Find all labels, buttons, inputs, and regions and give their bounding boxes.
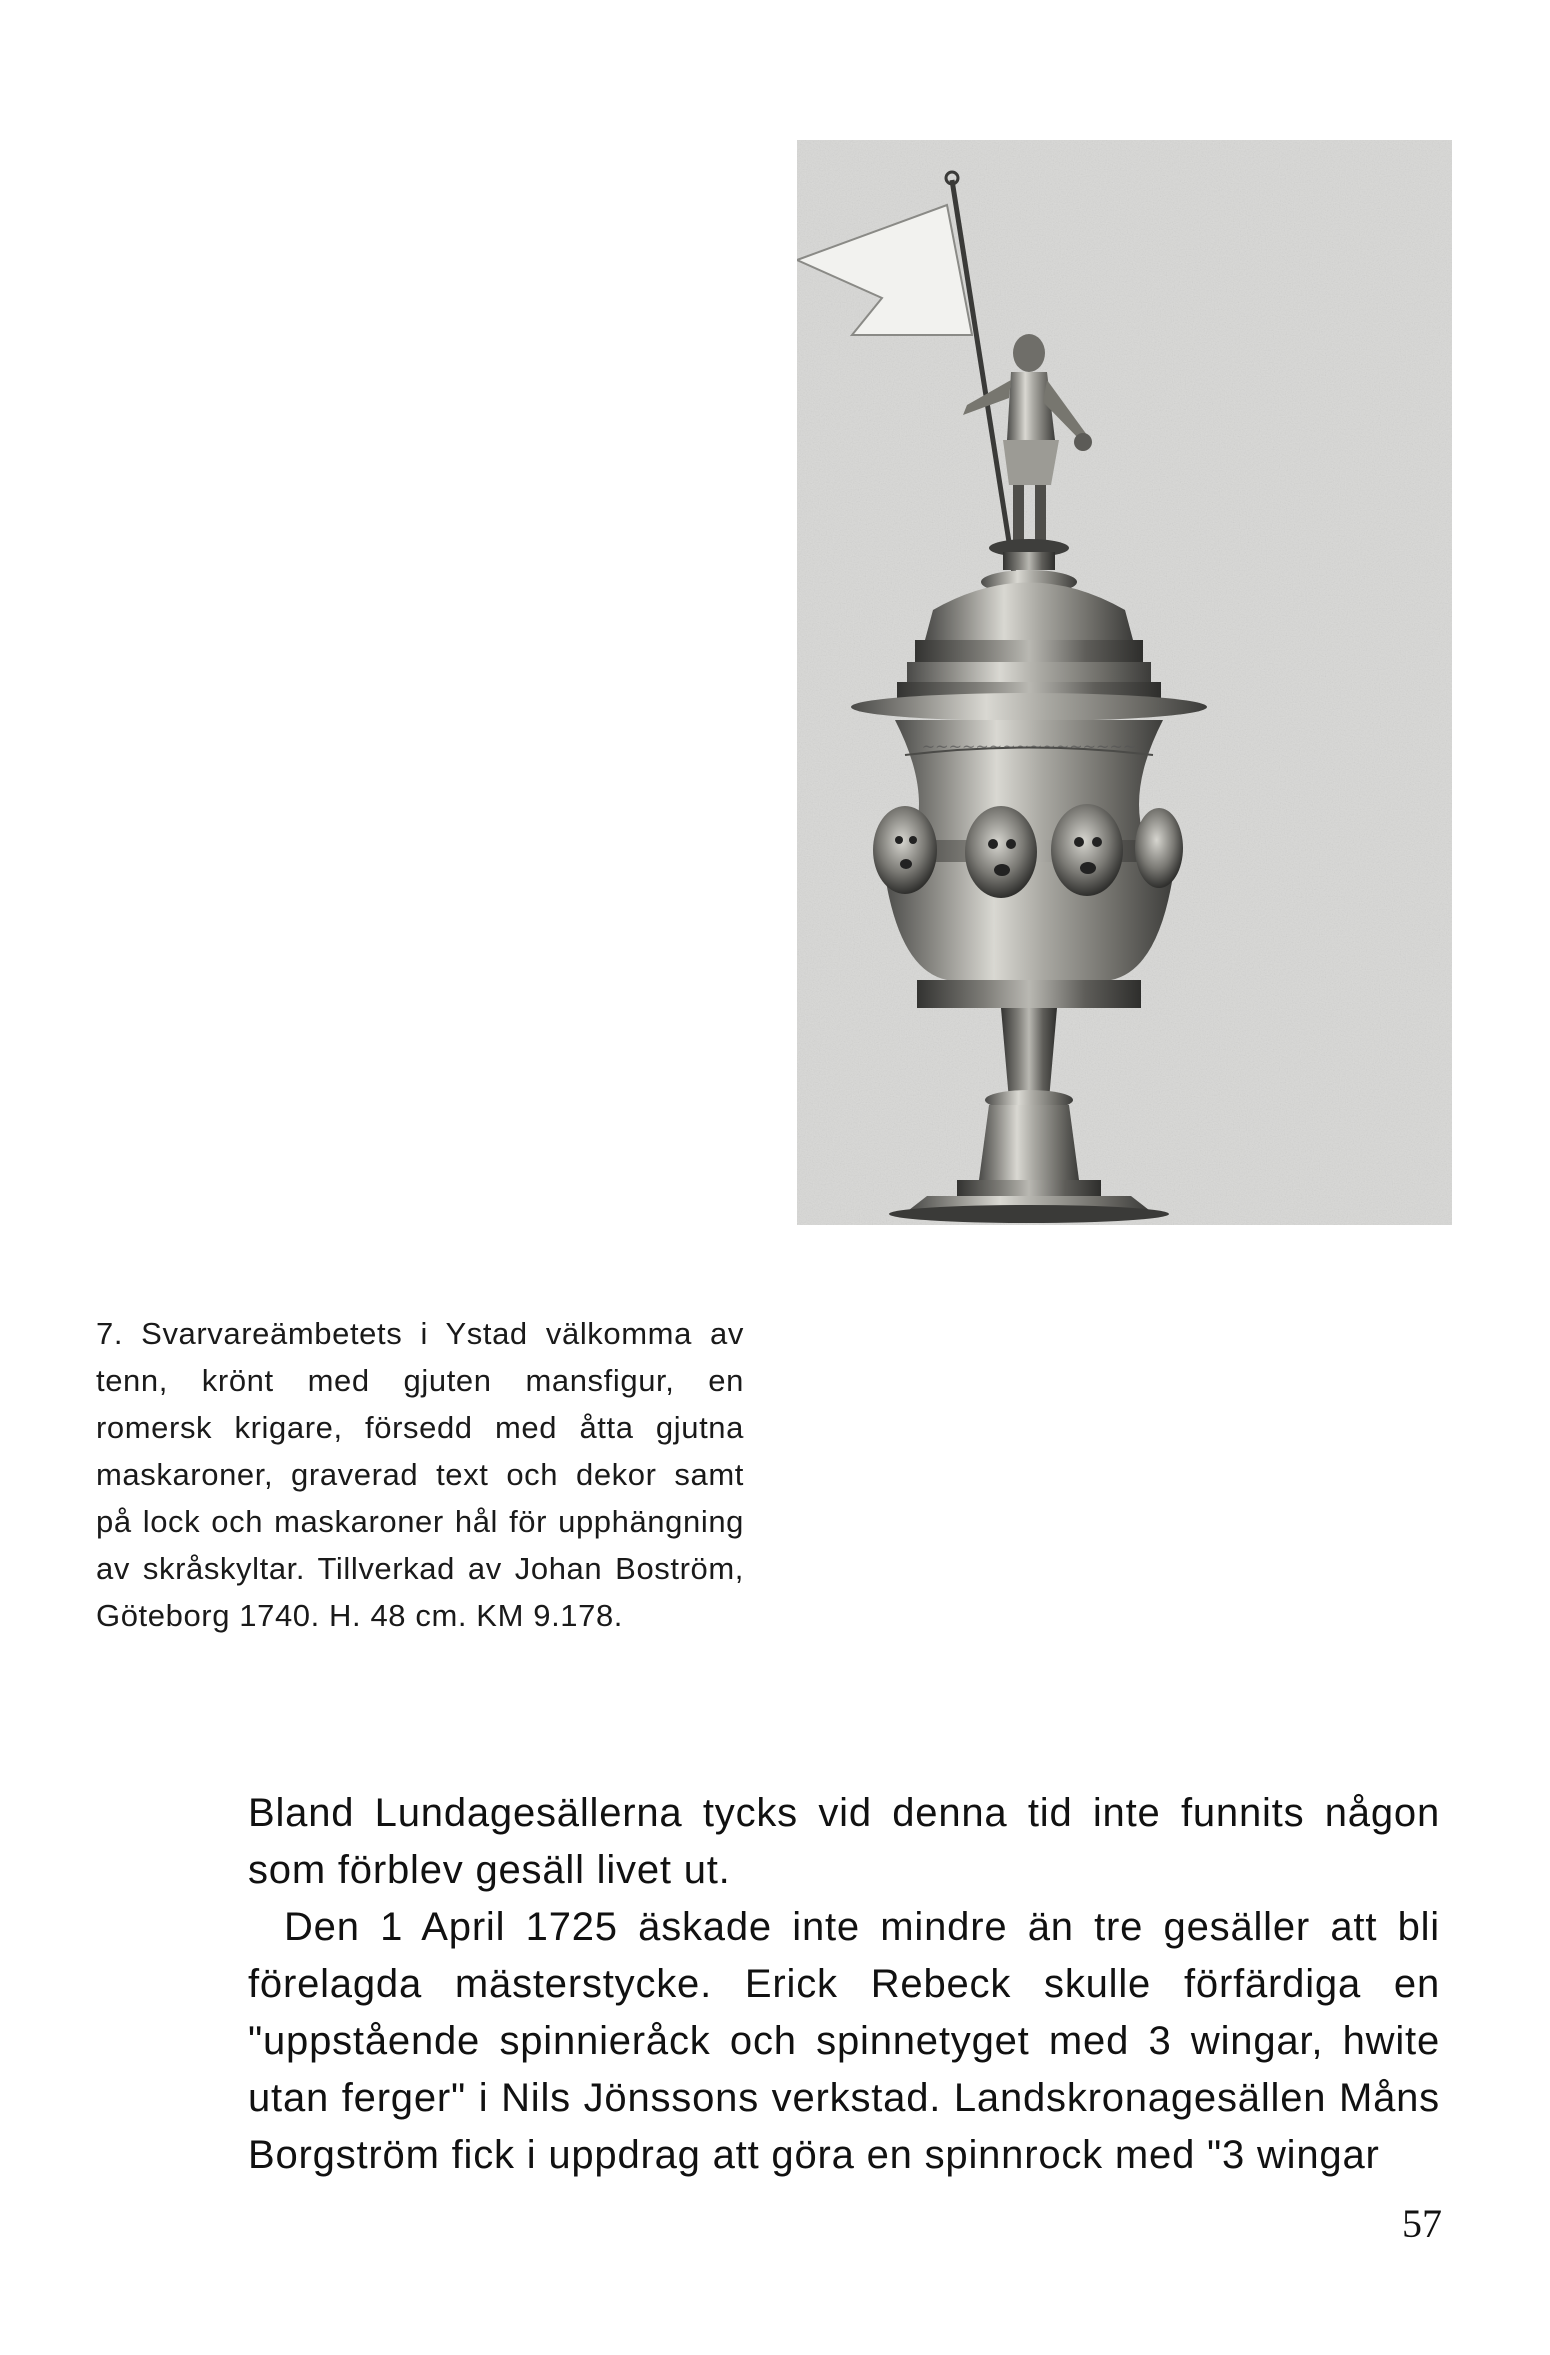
- figure-caption: [96, 1310, 744, 1639]
- paragraph-2: Den 1 April 1725 äskade inte mindre än tre gesäller att bli förelagda mästerstycke. Erick Rebeck skulle förfärdiga en "uppstående spinnieråck och spinnetyget med 3 wingar, hwite utan ferger" i Nils Jönssons verkstad. Landskronagesällen Måns Borgström fick i uppdrag att göra en spinnrock med "3 wingar: [248, 1905, 1440, 2177]
- body-text: [248, 1785, 1440, 2184]
- caption-text: 7. Svarvareämbetets i Ystad välkomma av tenn, krönt med gjuten mansfigur, en romersk krigare, försedd med åtta gjutna maskaroner, graverad text och dekor samt på lock och maskaroner hål för upphängning av skråskyltar. Tillverkad av Johan Boström, Göteborg 1740. H. 48 cm. KM 9.178.: [96, 1316, 744, 1633]
- goblet-photograph: [797, 140, 1452, 1225]
- paragraph-1: Bland Lundagesällerna tycks vid denna tid inte funnits någon som förblev gesäll livet ut.: [248, 1791, 1440, 1892]
- svg-text:~~~~~~~~~~~~~~~~: ~~~~~~~~~~~~~~~~: [921, 737, 1137, 756]
- page-number: 57: [1402, 2201, 1442, 2246]
